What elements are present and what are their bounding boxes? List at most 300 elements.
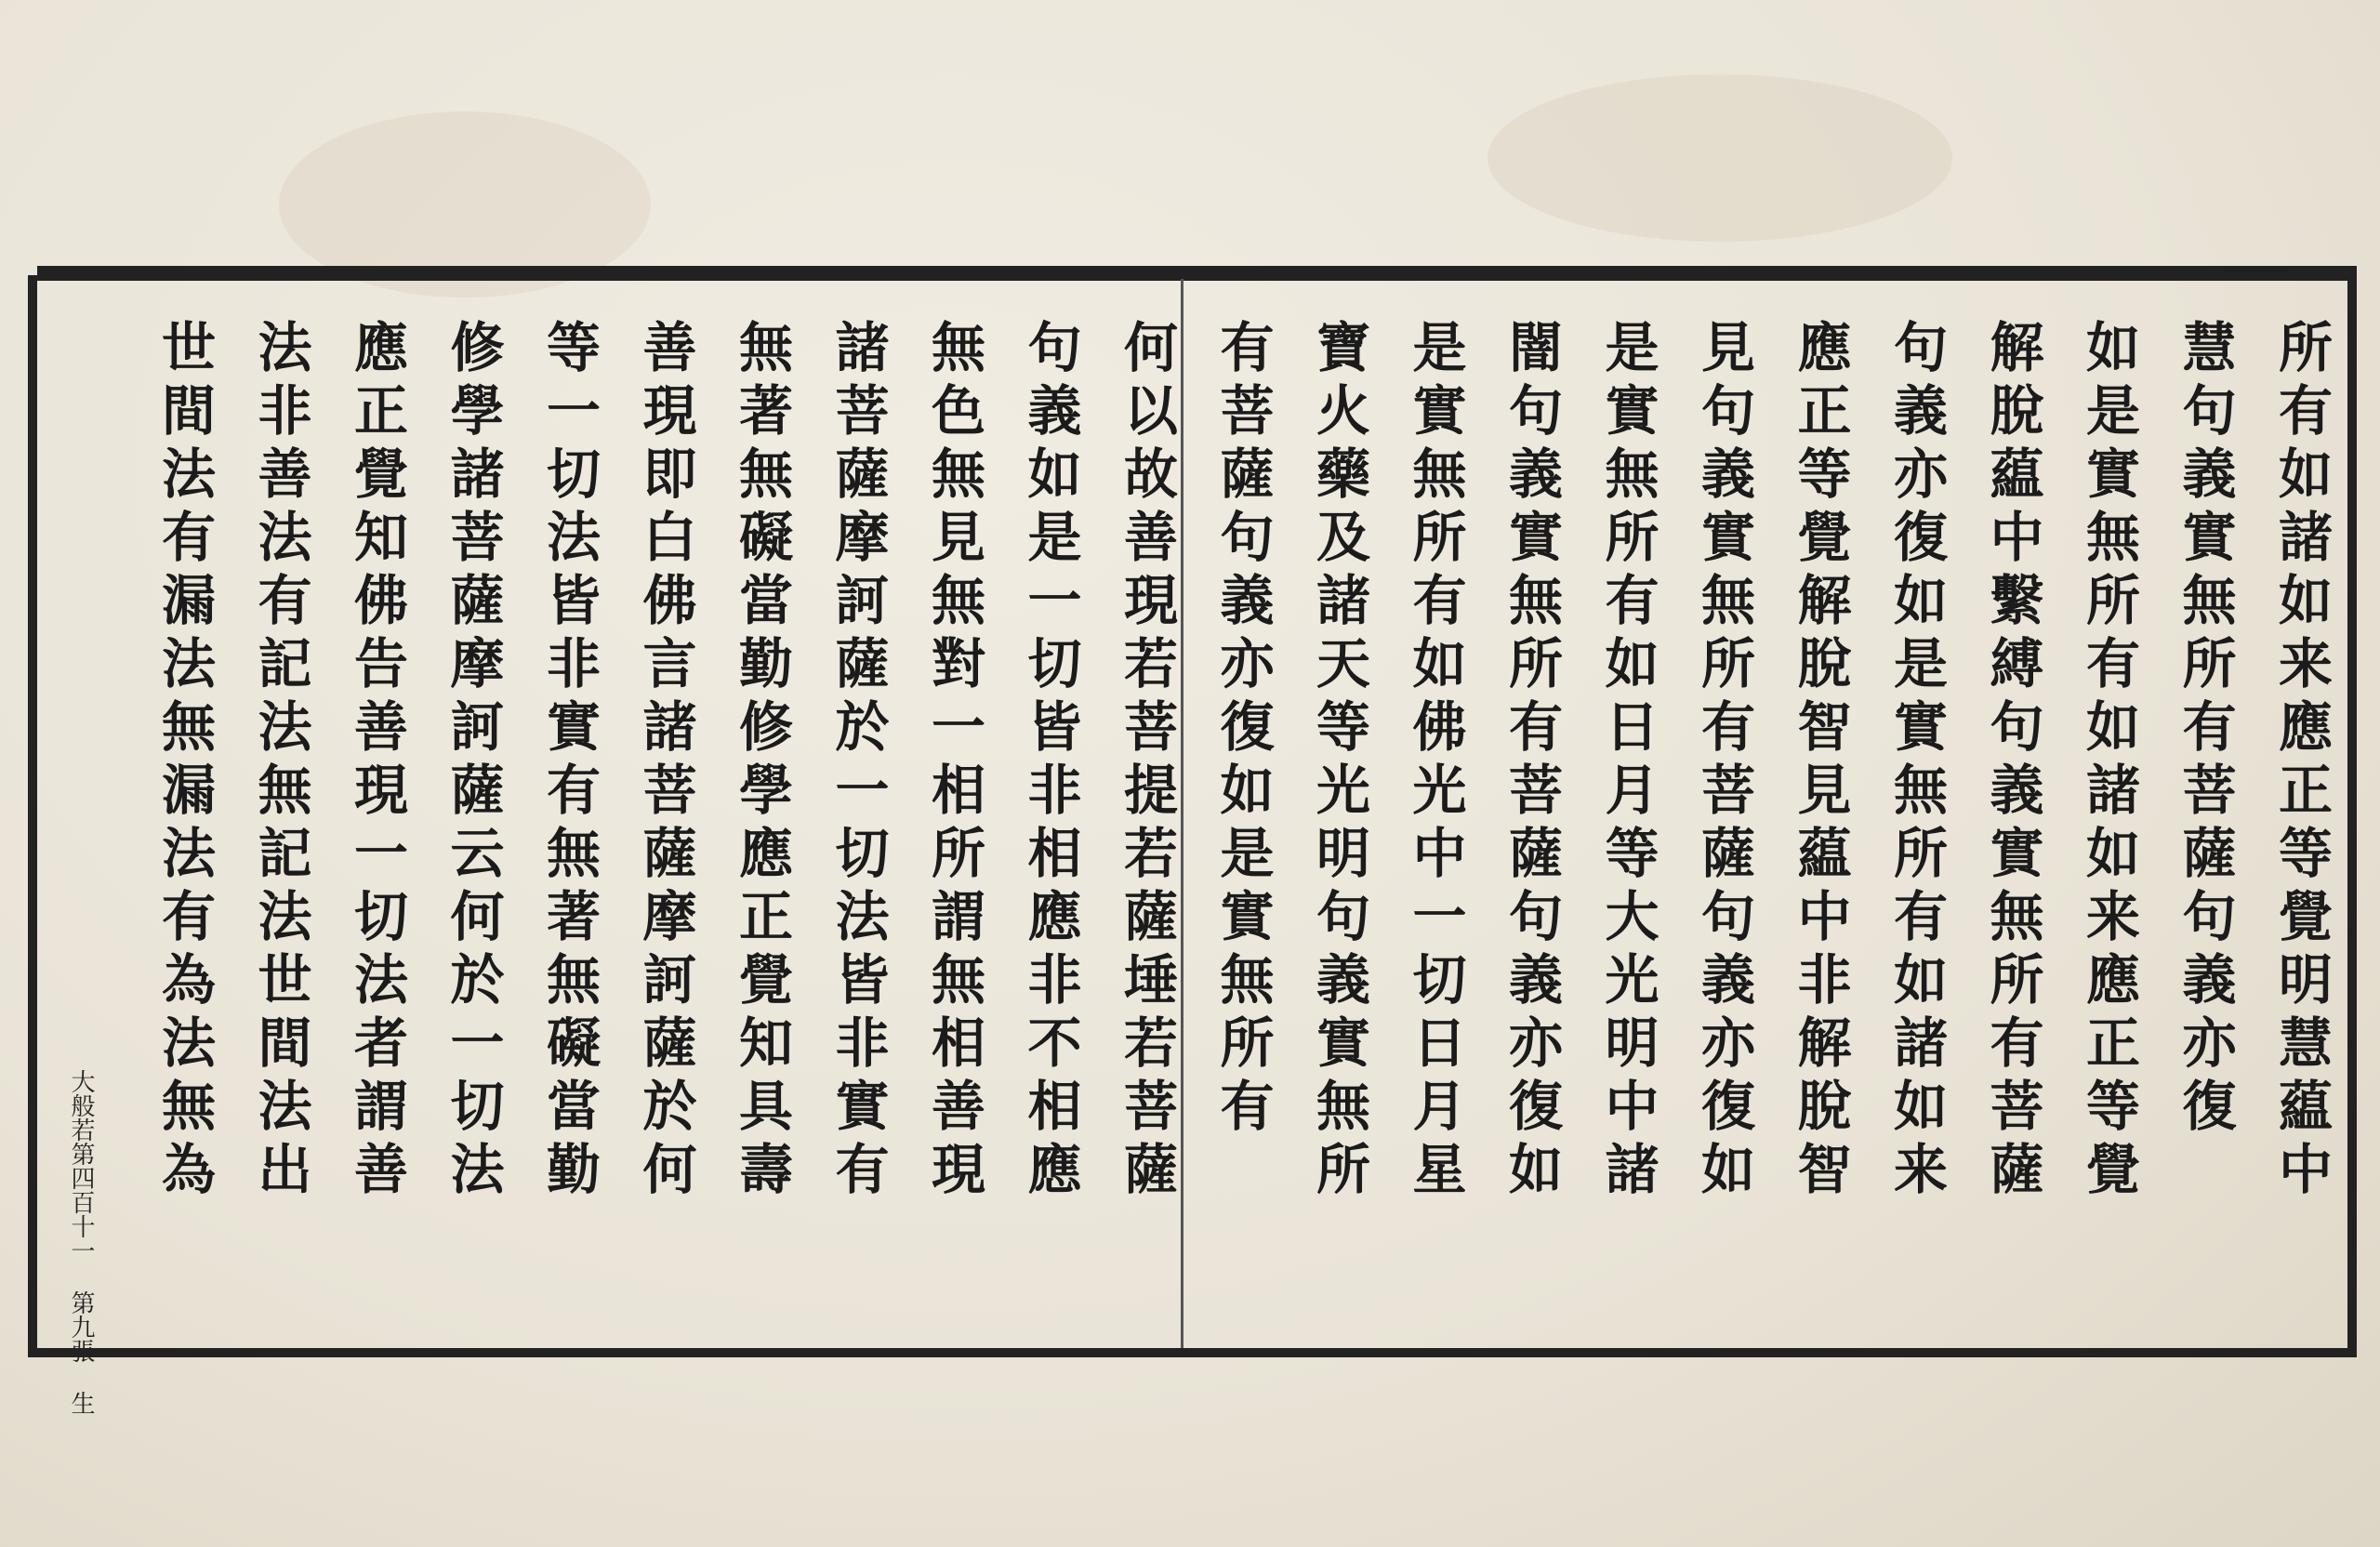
glyph: 故: [1123, 443, 1178, 506]
glyph: 日: [1412, 1012, 1467, 1075]
glyph: 正: [738, 885, 793, 948]
glyph: 脫: [1797, 1075, 1852, 1138]
glyph: 有: [161, 506, 216, 569]
text-column: [1788, 316, 1862, 1357]
glyph: 知: [738, 1012, 793, 1075]
glyph: 礙: [546, 1012, 601, 1075]
glyph: 有: [1700, 695, 1755, 759]
glyph: 月: [1412, 1075, 1467, 1138]
glyph: 當: [546, 1075, 601, 1138]
text-column: [2076, 316, 2150, 1357]
glyph: 現: [353, 759, 408, 822]
glyph: 諸: [1316, 569, 1370, 632]
glyph: 者: [353, 1012, 408, 1075]
glyph: 切: [353, 885, 408, 948]
glyph: 藴: [2278, 1075, 2333, 1138]
glyph: 礙: [738, 506, 793, 569]
glyph: 無: [931, 443, 985, 506]
glyph: 光: [1412, 759, 1467, 822]
glyph: 中: [1412, 822, 1467, 885]
glyph: 何: [1123, 316, 1178, 379]
glyph: 實: [1700, 506, 1755, 569]
glyph: 義: [1508, 443, 1563, 506]
glyph: 復: [1893, 506, 1948, 569]
glyph: 如: [2085, 822, 2140, 885]
glyph: 善: [642, 316, 697, 379]
glyph: 藥: [1316, 443, 1370, 506]
glyph: 是: [1605, 316, 1659, 379]
glyph: 非: [1027, 948, 1082, 1012]
glyph: 佛: [1412, 695, 1467, 759]
glyph: 實: [546, 695, 601, 759]
glyph: 實: [1412, 379, 1467, 443]
glyph: 薩: [1123, 1138, 1178, 1201]
glyph: 句: [1700, 379, 1755, 443]
glyph: 善: [353, 1138, 408, 1201]
glyph: 世: [161, 316, 216, 379]
text-column: [1210, 316, 1285, 1357]
glyph: 菩: [450, 506, 505, 569]
glyph: 中: [2278, 1138, 2333, 1201]
glyph: 非: [835, 1012, 890, 1075]
glyph: 法: [258, 316, 312, 379]
glyph: 薩: [450, 759, 505, 822]
glyph: 法: [161, 1012, 216, 1075]
glyph: 實: [1605, 379, 1659, 443]
glyph: 無: [1893, 759, 1948, 822]
glyph: 有: [546, 759, 601, 822]
glyph: 来: [2085, 885, 2140, 948]
glyph: 無: [161, 1075, 216, 1138]
glyph: 闇: [1508, 316, 1563, 379]
glyph: 薩: [2182, 822, 2237, 885]
glyph: 法: [353, 948, 408, 1012]
glyph: 火: [1316, 379, 1370, 443]
glyph: 菩: [835, 379, 890, 443]
text-column: [1980, 316, 2055, 1357]
glyph: 無: [2085, 506, 2140, 569]
glyph: 即: [642, 443, 697, 506]
glyph: 句: [1700, 885, 1755, 948]
glyph: 實: [1220, 885, 1275, 948]
glyph: 應: [2085, 948, 2140, 1012]
glyph: 日: [1605, 695, 1659, 759]
text-column: [152, 316, 226, 1357]
text-column: [1884, 316, 1958, 1357]
glyph: 義: [1508, 948, 1563, 1012]
glyph: 如: [1027, 443, 1082, 506]
glyph: 等: [2278, 822, 2333, 885]
glyph: 修: [450, 316, 505, 379]
glyph: 句: [1990, 695, 2044, 759]
glyph: 有: [1990, 1012, 2044, 1075]
glyph: 有: [2182, 695, 2237, 759]
glyph: 一: [450, 1012, 505, 1075]
glyph: 義: [1316, 948, 1370, 1012]
glyph: 對: [931, 632, 985, 695]
text-column: [1114, 316, 1188, 1357]
glyph: 一: [546, 379, 601, 443]
glyph: 亦: [1893, 443, 1948, 506]
glyph: 摩: [450, 632, 505, 695]
text-column: [826, 316, 900, 1357]
text-column: [536, 316, 611, 1357]
glyph: 藴: [1797, 822, 1852, 885]
glyph: 覺: [2085, 1138, 2140, 1201]
glyph: 若: [1123, 1012, 1178, 1075]
glyph: 薩: [1700, 822, 1755, 885]
glyph: 解: [1797, 1012, 1852, 1075]
glyph: 義: [1990, 759, 2044, 822]
glyph: 所: [1412, 506, 1467, 569]
glyph: 有: [258, 569, 312, 632]
glyph: 無: [1990, 885, 2044, 948]
glyph: 慧: [2182, 316, 2237, 379]
glyph: 以: [1123, 379, 1178, 443]
glyph: 實: [1508, 506, 1563, 569]
glyph: 非: [258, 379, 312, 443]
glyph: 勤: [546, 1138, 601, 1201]
text-column: [1595, 316, 1670, 1357]
glyph: 佛: [353, 569, 408, 632]
glyph: 知: [353, 506, 408, 569]
glyph: 如: [1893, 1075, 1948, 1138]
glyph: 摩: [642, 885, 697, 948]
glyph: 應: [738, 822, 793, 885]
glyph: 薩: [642, 1012, 697, 1075]
glyph: 何: [642, 1138, 697, 1201]
glyph: 皆: [1027, 695, 1082, 759]
glyph: 有: [1508, 695, 1563, 759]
glyph: 無: [546, 822, 601, 885]
glyph: 菩: [1508, 759, 1563, 822]
glyph: 菩: [1990, 1075, 2044, 1138]
glyph: 非: [1027, 759, 1082, 822]
glyph: 正: [2278, 759, 2333, 822]
glyph: 勤: [738, 632, 793, 695]
glyph: 埵: [1123, 948, 1178, 1012]
glyph: 一: [931, 695, 985, 759]
glyph: 皆: [835, 948, 890, 1012]
glyph: 應: [2278, 695, 2333, 759]
glyph: 義: [1700, 443, 1755, 506]
glyph: 解: [1990, 316, 2044, 379]
glyph: 間: [161, 379, 216, 443]
glyph: 切: [1412, 948, 1467, 1012]
glyph: 有: [1412, 569, 1467, 632]
glyph: 句: [2182, 379, 2237, 443]
glyph: 中: [1990, 506, 2044, 569]
glyph: 大: [1605, 885, 1659, 948]
glyph: 應: [1797, 316, 1852, 379]
glyph: 覺: [2278, 885, 2333, 948]
glyph: 来: [1893, 1138, 1948, 1201]
glyph: 摩: [835, 506, 890, 569]
glyph: 及: [1316, 506, 1370, 569]
glyph: 薩: [450, 569, 505, 632]
glyph: 無: [546, 948, 601, 1012]
glyph: 所: [1316, 1138, 1370, 1201]
glyph: 等: [1605, 822, 1659, 885]
glyph: 學: [450, 379, 505, 443]
glyph: 云: [450, 822, 505, 885]
glyph: 句: [2182, 885, 2237, 948]
glyph: 間: [258, 1012, 312, 1075]
text-column: [921, 316, 996, 1357]
glyph: 如: [2278, 443, 2333, 506]
glyph: 實: [2182, 506, 2237, 569]
glyph: 無: [2182, 569, 2237, 632]
glyph: 智: [1797, 1138, 1852, 1201]
glyph: 是: [1220, 822, 1275, 885]
glyph: 有: [1220, 316, 1275, 379]
glyph: 覺: [353, 443, 408, 506]
glyph: 一: [1412, 885, 1467, 948]
glyph: 現: [931, 1138, 985, 1201]
glyph: 實: [835, 1075, 890, 1138]
glyph: 於: [450, 948, 505, 1012]
glyph: 有: [835, 1138, 890, 1201]
glyph: 無: [931, 569, 985, 632]
glyph: 有: [2278, 379, 2333, 443]
glyph: 訶: [450, 695, 505, 759]
text-column: [344, 316, 418, 1357]
glyph: 無: [1700, 569, 1755, 632]
glyph: 復: [1220, 695, 1275, 759]
glyph: 薩: [835, 443, 890, 506]
glyph: 壽: [738, 1138, 793, 1201]
glyph: 諸: [2278, 506, 2333, 569]
text-column: [1018, 316, 1092, 1357]
glyph: 提: [1123, 759, 1178, 822]
glyph: 明: [1605, 1012, 1659, 1075]
glyph: 是: [2085, 379, 2140, 443]
glyph: 所: [1605, 506, 1659, 569]
glyph: 告: [353, 632, 408, 695]
glyph: 星: [1412, 1138, 1467, 1201]
glyph: 復: [1508, 1075, 1563, 1138]
glyph: 相: [931, 1012, 985, 1075]
glyph: 記: [258, 632, 312, 695]
glyph: 非: [1797, 948, 1852, 1012]
glyph: 如: [1508, 1138, 1563, 1201]
glyph: 實: [1990, 822, 2044, 885]
glyph: 具: [738, 1075, 793, 1138]
glyph: 皆: [546, 569, 601, 632]
glyph: 等: [1797, 443, 1852, 506]
glyph: 法: [161, 822, 216, 885]
glyph: 所: [2085, 569, 2140, 632]
glyph: 無: [1316, 1075, 1370, 1138]
glyph: 智: [1797, 695, 1852, 759]
glyph: 實: [1893, 695, 1948, 759]
glyph: 是: [1412, 316, 1467, 379]
glyph: 菩: [1123, 695, 1178, 759]
text-column: [633, 316, 707, 1357]
glyph: 句: [1316, 885, 1370, 948]
glyph: 諸: [642, 695, 697, 759]
glyph: 如: [1893, 569, 1948, 632]
glyph: 義: [1893, 379, 1948, 443]
glyph: 相: [1027, 1075, 1082, 1138]
glyph: 現: [1123, 569, 1178, 632]
glyph: 記: [258, 822, 312, 885]
glyph: 義: [1220, 569, 1275, 632]
glyph: 天: [1316, 632, 1370, 695]
glyph: 有: [1220, 1075, 1275, 1138]
glyph: 一: [353, 822, 408, 885]
glyph: 相: [1027, 822, 1082, 885]
glyph: 如: [1412, 632, 1467, 695]
glyph: 所: [2278, 316, 2333, 379]
glyph: 出: [258, 1138, 312, 1201]
glyph: 亦: [1700, 1012, 1755, 1075]
glyph: 義: [2182, 443, 2237, 506]
glyph: 非: [546, 632, 601, 695]
glyph: 無: [1605, 443, 1659, 506]
glyph: 漏: [161, 569, 216, 632]
glyph: 當: [738, 569, 793, 632]
glyph: 菩: [1220, 379, 1275, 443]
glyph: 諸: [1893, 1012, 1948, 1075]
glyph: 正: [2085, 1012, 2140, 1075]
glyph: 法: [258, 695, 312, 759]
glyph: 薩: [1990, 1138, 2044, 1201]
glyph: 言: [642, 632, 697, 695]
glyph: 如: [1893, 948, 1948, 1012]
glyph: 所: [1893, 822, 1948, 885]
glyph: 何: [450, 885, 505, 948]
text-column: [1499, 316, 1573, 1357]
glyph: 菩: [1700, 759, 1755, 822]
glyph: 薩: [835, 632, 890, 695]
glyph: 句: [1220, 506, 1275, 569]
glyph: 是: [1893, 632, 1948, 695]
glyph: 亦: [2182, 1012, 2237, 1075]
glyph: 白: [642, 506, 697, 569]
glyph: 修: [738, 695, 793, 759]
glyph: 見: [1797, 759, 1852, 822]
glyph: 復: [1700, 1075, 1755, 1138]
glyph: 無: [1412, 443, 1467, 506]
glyph: 所: [2182, 632, 2237, 695]
glyph: 光: [1605, 948, 1659, 1012]
glyph: 現: [642, 379, 697, 443]
glyph: 覺: [738, 948, 793, 1012]
glyph: 菩: [1123, 1075, 1178, 1138]
glyph: 如: [1700, 1138, 1755, 1201]
glyph: 於: [642, 1075, 697, 1138]
glyph: 應: [1027, 885, 1082, 948]
glyph: 脫: [1990, 379, 2044, 443]
glyph: 著: [738, 379, 793, 443]
glyph: 法: [161, 443, 216, 506]
glyph: 謂: [353, 1075, 408, 1138]
glyph: 無: [161, 695, 216, 759]
glyph: 脫: [1797, 632, 1852, 695]
glyph: 諸: [1605, 1138, 1659, 1201]
text-column: [248, 316, 323, 1357]
glyph: 諸: [2085, 759, 2140, 822]
glyph: 見: [1700, 316, 1755, 379]
glyph: 句: [1508, 885, 1563, 948]
glyph: 謂: [931, 885, 985, 948]
text-column: [1403, 316, 1477, 1357]
glyph: 等: [1316, 695, 1370, 759]
glyph: 解: [1797, 569, 1852, 632]
glyph: 無: [738, 443, 793, 506]
glyph: 是: [1027, 506, 1082, 569]
glyph: 明: [1316, 822, 1370, 885]
glyph: 一: [835, 759, 890, 822]
glyph: 無: [258, 759, 312, 822]
glyph: 著: [546, 885, 601, 948]
glyph: 相: [931, 759, 985, 822]
glyph: 等: [546, 316, 601, 379]
text-column: [1306, 316, 1381, 1357]
glyph: 見: [931, 506, 985, 569]
glyph: 句: [1508, 379, 1563, 443]
glyph: 一: [1027, 569, 1082, 632]
glyph: 法: [258, 1075, 312, 1138]
glyph: 有: [1605, 569, 1659, 632]
glyph: 漏: [161, 759, 216, 822]
glyph: 訶: [642, 948, 697, 1012]
glyph: 無: [931, 316, 985, 379]
glyph: 来: [2278, 632, 2333, 695]
glyph: 善: [258, 443, 312, 506]
paper-stain: [1488, 74, 1952, 242]
glyph: 所: [931, 822, 985, 885]
glyph: 若: [1123, 822, 1178, 885]
glyph: 有: [161, 885, 216, 948]
glyph: 薩: [1508, 822, 1563, 885]
glyph: 善: [931, 1075, 985, 1138]
glyph: 薩: [1123, 885, 1178, 948]
glyph: 為: [161, 1138, 216, 1201]
glyph: 法: [258, 506, 312, 569]
glyph: 中: [1797, 885, 1852, 948]
glyph: 色: [931, 379, 985, 443]
text-column: [2173, 316, 2247, 1357]
glyph: 菩: [642, 759, 697, 822]
glyph: 正: [353, 379, 408, 443]
glyph: 正: [1797, 379, 1852, 443]
glyph: 亦: [1220, 632, 1275, 695]
glyph: 無: [1508, 569, 1563, 632]
glyph: 月: [1605, 759, 1659, 822]
glyph: 法: [546, 506, 601, 569]
text-column: [1691, 316, 1765, 1357]
glyph: 句: [1027, 316, 1082, 379]
glyph: 薩: [1220, 443, 1275, 506]
glyph: 切: [450, 1075, 505, 1138]
glyph: 世: [258, 948, 312, 1012]
glyph: 法: [161, 632, 216, 695]
glyph: 復: [2182, 1075, 2237, 1138]
glyph: 諸: [450, 443, 505, 506]
glyph: 若: [1123, 632, 1178, 695]
glyph: 句: [1893, 316, 1948, 379]
glyph: 訶: [835, 569, 890, 632]
glyph: 如: [1605, 632, 1659, 695]
glyph: 義: [1700, 948, 1755, 1012]
glyph: 善: [353, 695, 408, 759]
glyph: 繫: [1990, 569, 2044, 632]
glyph: 所: [1508, 632, 1563, 695]
glyph: 切: [546, 443, 601, 506]
glyph: 法: [258, 885, 312, 948]
